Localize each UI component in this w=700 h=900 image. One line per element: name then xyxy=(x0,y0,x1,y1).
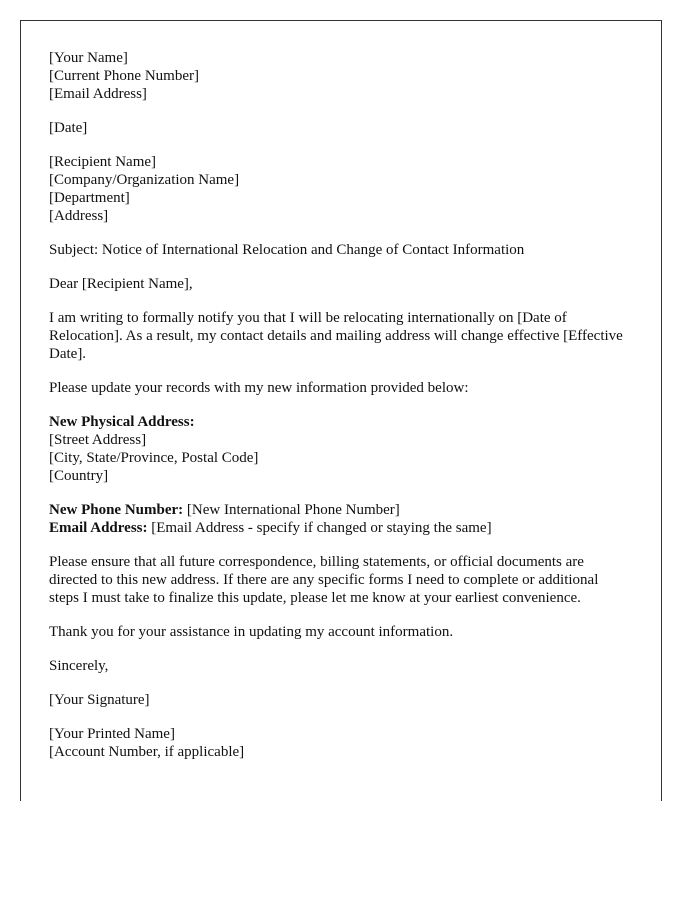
recipient-company: [Company/Organization Name] xyxy=(49,172,240,188)
new-address-label: New Physical Address: xyxy=(49,414,195,430)
recipient-name: [Recipient Name] xyxy=(49,154,157,170)
sender-block xyxy=(49,49,629,103)
sender-phone: [Current Phone Number] xyxy=(49,68,199,84)
recipient-department: [Department] xyxy=(49,190,130,206)
signature: [Your Signature] xyxy=(49,692,150,708)
new-phone-label: New Phone Number: xyxy=(49,502,184,518)
new-email-value: [Email Address - specify if changed or staying the same] xyxy=(147,520,492,536)
account-number: [Account Number, if applicable] xyxy=(49,744,245,760)
sender-name: [Your Name] xyxy=(49,50,128,66)
letter-page xyxy=(20,20,662,801)
new-email-label: Email Address: xyxy=(49,520,148,536)
closing: Sincerely, xyxy=(49,658,109,674)
paragraph-update-request: Please update your records with my new information provided below: xyxy=(49,380,469,396)
subject-line: Subject: Notice of International Relocation and Change of Contact Information xyxy=(49,242,525,258)
country: [Country] xyxy=(49,468,109,484)
recipient-block xyxy=(49,153,629,225)
new-phone-value: [New International Phone Number] xyxy=(183,502,400,518)
signoff-block xyxy=(49,725,629,761)
new-contact-block xyxy=(49,501,629,537)
street-address: [Street Address] xyxy=(49,432,147,448)
paragraph-thanks: Thank you for your assistance in updating my account information. xyxy=(49,624,454,640)
recipient-address: [Address] xyxy=(49,208,109,224)
date: [Date] xyxy=(49,120,88,136)
sender-email: [Email Address] xyxy=(49,86,147,102)
city-state-postal: [City, State/Province, Postal Code] xyxy=(49,450,259,466)
new-address-block xyxy=(49,413,629,485)
salutation: Dear [Recipient Name], xyxy=(49,276,193,292)
printed-name: [Your Printed Name] xyxy=(49,726,175,742)
paragraph-correspondence: Please ensure that all future correspondence, billing statements, or official documents are directed to this new address. If there are any specific forms I need to complete or additional steps I must take to finalize this update, please let me know at your earliest convenience. xyxy=(49,554,599,606)
paragraph-relocation: I am writing to formally notify you that I will be relocating internationally on [Date of Relocation]. As a result, my contact details and mailing address will change effective [Effective Date]. xyxy=(49,310,623,362)
